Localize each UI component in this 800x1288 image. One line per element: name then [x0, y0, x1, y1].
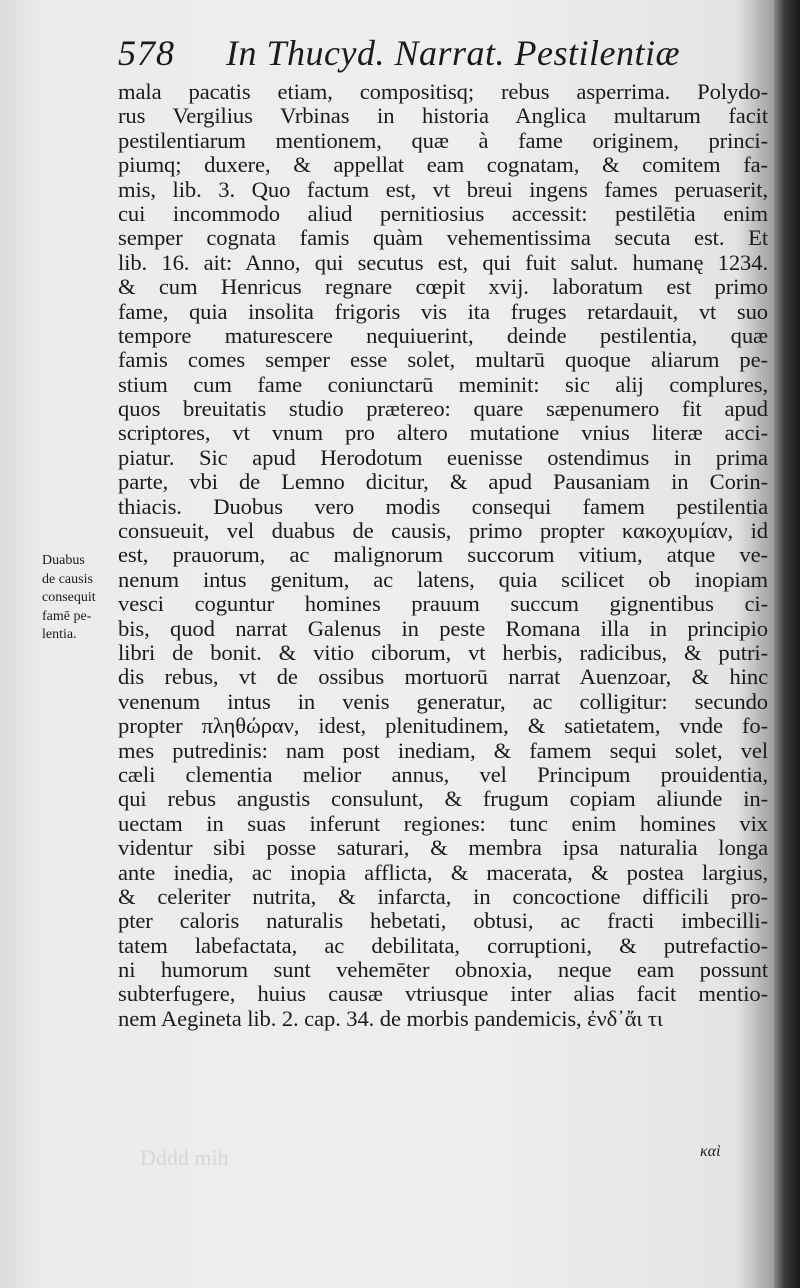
text-line: fame, quia insolita frigoris vis ita fruges retardauit, vt suo	[118, 298, 768, 324]
text-line: thiacis. Duobus vero modis consequi famem pestilentia	[118, 493, 768, 519]
text-line: semper cognata famis quàm vehementissima secuta est. Et	[118, 225, 768, 251]
margin-note	[42, 552, 122, 645]
text-line: bis, quod narrat Galenus in peste Romana illa in principio	[118, 615, 768, 641]
running-title: In Thucyd. Narrat. Pestilentiæ	[226, 33, 680, 73]
text-line: videntur sibi posse saturari, & membra ipsa naturalia longa	[118, 835, 768, 861]
text-line: tatem labefactata, ac debilitata, corruptioni, & putrefactio-	[118, 932, 768, 958]
text-line: ni humorum sunt vehemēter obnoxia, neque eam possunt	[118, 957, 768, 983]
margin-note-line: de causis	[42, 571, 93, 587]
body-text	[118, 80, 768, 1031]
text-line: & celeriter nutrita, & infarcta, in concoctione difficili pro-	[118, 883, 768, 909]
text-line: pter caloris naturalis hebetati, obtusi, ac fracti imbecilli-	[118, 908, 768, 934]
text-line: qui rebus angustis consulunt, & frugum copiam aliunde in-	[118, 786, 768, 812]
page-number: 578	[118, 33, 175, 73]
text-line: scriptores, vt vnum pro altero mutatione vnius literæ acci-	[118, 420, 768, 446]
text-line: mis, lib. 3. Quo factum est, vt breui ingens fames peruaserit,	[118, 176, 768, 202]
margin-note-line: Duabus	[42, 553, 85, 568]
text-line: uectam in suas inferunt regiones: tunc enim homines vix	[118, 810, 768, 836]
text-line: mes putredinis: nam post inediam, & famem sequi solet, vel	[118, 737, 768, 763]
text-line: dis rebus, vt de ossibus mortuorū narrat Auenzoar, & hinc	[118, 664, 768, 690]
text-line: propter πληθώραν, idest, plenitudinem, & satietatem, vnde fo-	[118, 713, 768, 739]
text-line: mala pacatis etiam, compositisq; rebus asperrima. Polydo-	[118, 79, 768, 104]
text-line: quos breuitatis studio prætereo: quare sæpenumero fit apud	[118, 396, 768, 422]
text-line: est, prauorum, ac malignorum succorum vitium, atque ve-	[118, 542, 768, 568]
text-line: pestilentiarum mentionem, quæ à fame originem, princi-	[118, 127, 768, 153]
text-line: piumq; duxere, & appellat eam cognatam, & comitem fa-	[118, 152, 768, 178]
margin-note-line: consequit	[42, 590, 96, 605]
text-line: nenum intus genitum, ac latens, quia scilicet ob inopiam	[118, 566, 768, 592]
text-line: vesci coguntur homines prauum succum gignentibus ci-	[118, 591, 768, 617]
text-line: tempore maturescere nequiuerint, deinde pestilentia, quæ	[118, 322, 768, 348]
margin-note-line: famē pe-	[42, 608, 92, 624]
catchword: καὶ	[700, 1143, 721, 1160]
text-line: stium cum fame coniunctarū meminit: sic alij complures,	[118, 371, 768, 397]
text-line: lib. 16. ait: Anno, qui secutus est, qui fuit salut. humanę 1234.	[118, 249, 768, 275]
text-line: consueuit, vel duabus de causis, primo propter κακοχυμίαν, id	[118, 518, 768, 544]
text-line: venenum intus in venis generatur, ac colligitur: secundo	[118, 688, 768, 714]
text-line: & cum Henricus regnare cœpit xvij. laboratum est primo	[118, 274, 768, 300]
show-through-text: Dddd mih	[140, 1145, 229, 1170]
text-line: ante inedia, ac inopia afflicta, & macerata, & postea largius,	[118, 859, 768, 885]
margin-note-line: lentia.	[42, 627, 77, 642]
text-line: cui incommodo aliud pernitiosius accessit: pestilētia enim	[118, 200, 768, 226]
text-line: subterfugere, huius causæ vtriusque inter alias facit mentio-	[118, 981, 768, 1007]
page-header	[118, 18, 758, 78]
book-spine-shadow	[774, 0, 800, 1288]
text-line: nem Aegineta lib. 2. cap. 34. de morbis pandemicis, ἐνδ᾽ἄι τι	[118, 1005, 663, 1031]
text-line: piatur. Sic apud Herodotum euenisse ostendimus in prima	[118, 444, 768, 470]
text-line: rus Vergilius Vrbinas in historia Anglica multarum facit	[118, 103, 768, 129]
text-line: cæli clementia melior annus, vel Principum prouidentia,	[118, 761, 768, 787]
text-line: parte, vbi de Lemno dicitur, & apud Pausaniam in Corin-	[118, 469, 768, 495]
text-line: famis comes semper esse solet, multarū quoque aliarum pe-	[118, 347, 768, 373]
text-line: libri de bonit. & vitio ciborum, vt herbis, radicibus, & putri-	[118, 639, 768, 665]
